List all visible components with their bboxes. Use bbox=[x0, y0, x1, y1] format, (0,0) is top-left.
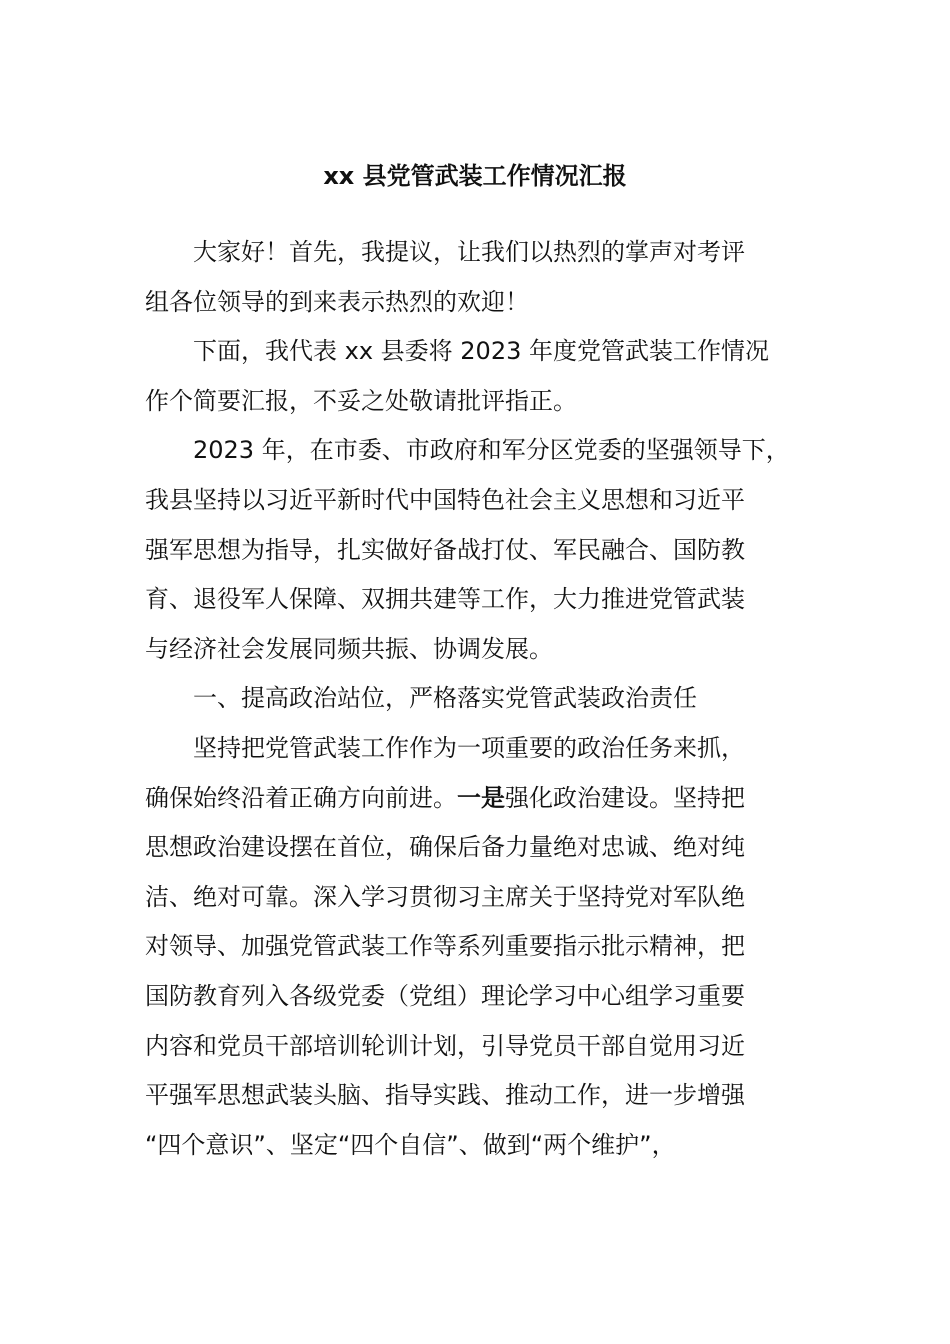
text-line: 下面，我代表 xx 县委将 2023 年度党管武装工作情况 bbox=[193, 337, 769, 366]
text-line: 大家好！首先，我提议，让我们以热烈的掌声对考评 bbox=[193, 238, 745, 266]
text-line: 我县坚持以习近平新时代中国特色社会主义思想和习近平 bbox=[145, 485, 745, 514]
paragraph-intro bbox=[145, 327, 815, 426]
paragraph-greeting bbox=[145, 228, 815, 327]
bold-marker: 一是 bbox=[457, 783, 505, 812]
text-line: “四个意识”、坚定“四个自信”、做到“两个维护”， bbox=[145, 1130, 676, 1159]
text-line: 组各位领导的到来表示热烈的欢迎！ bbox=[145, 287, 529, 316]
text-line: 平强军思想武装头脑、指导实践、推动工作，进一步增强 bbox=[145, 1081, 745, 1110]
section-heading-1 bbox=[145, 674, 815, 724]
text-line: 国防教育列入各级党委（党组）理论学习中心组学习重要 bbox=[145, 981, 745, 1010]
paragraph-political bbox=[145, 724, 815, 1170]
text-segment: 强化政治建设。坚持把 bbox=[505, 783, 745, 812]
text-line: 一、提高政治站位，严格落实党管武装政治责任 bbox=[193, 684, 697, 713]
paragraph-overview bbox=[145, 426, 815, 674]
text-line: 洁、绝对可靠。深入学习贯彻习主席关于坚持党对军队绝 bbox=[145, 882, 745, 911]
text-line: 强军思想为指导，扎实做好备战打仗、军民融合、国防教 bbox=[145, 535, 745, 564]
text-line: 育、退役军人保障、双拥共建等工作，大力推进党管武装 bbox=[145, 585, 745, 614]
text-line: 作个简要汇报，不妥之处敬请批评指正。 bbox=[145, 386, 577, 415]
document-title: xx 县党管武装工作情况汇报 bbox=[323, 162, 627, 190]
text-line: 与经济社会发展同频共振、协调发展。 bbox=[145, 634, 553, 663]
text-segment: 确保始终沿着正确方向前进。 bbox=[145, 783, 457, 812]
text-line: 思想政治建设摆在首位，确保后备力量绝对忠诚、绝对纯 bbox=[145, 833, 745, 862]
text-line: 内容和党员干部培训轮训计划，引导党员干部自觉用习近 bbox=[145, 1031, 745, 1060]
text-line: 对领导、加强党管武装工作等系列重要指示批示精神，把 bbox=[145, 932, 745, 961]
document-body bbox=[145, 228, 815, 1170]
text-line bbox=[145, 774, 815, 824]
text-line: 坚持把党管武装工作作为一项重要的政治任务来抓， bbox=[193, 733, 745, 762]
text-line: 2023 年，在市委、市政府和军分区党委的坚强领导下， bbox=[193, 436, 790, 465]
